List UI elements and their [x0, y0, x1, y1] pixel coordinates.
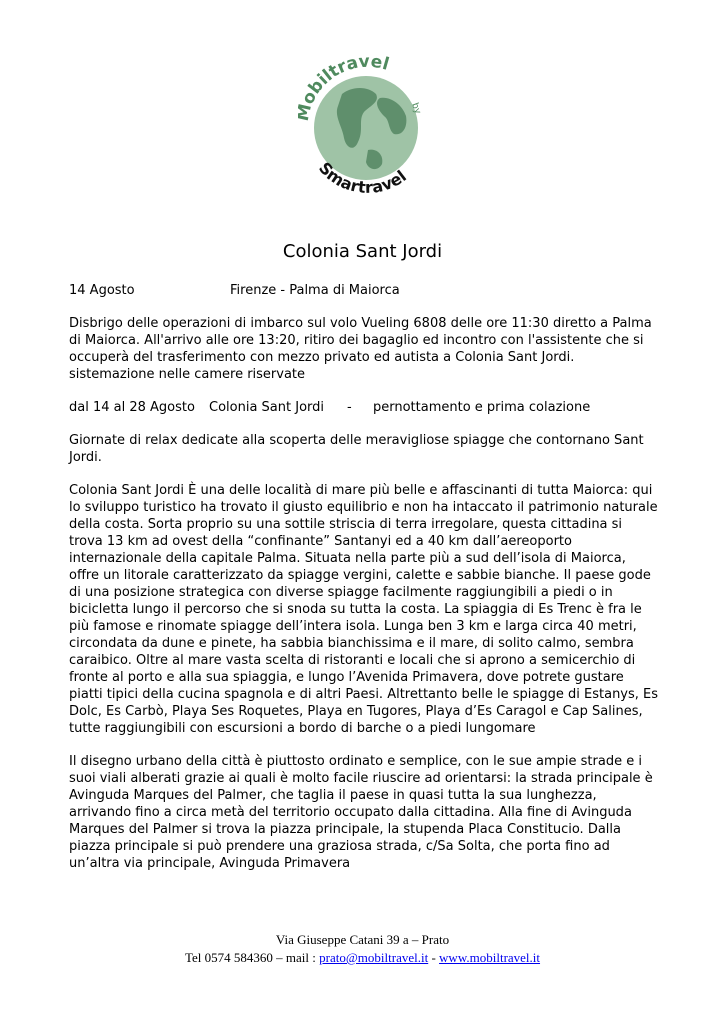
logo-brand-bottom: Smartravel	[315, 158, 410, 197]
stay-text: Giornate di relax dedicate alla scoperta delle meravigliose spiagge che contornano Sant Jordi.	[69, 433, 644, 465]
footer-address: Via Giuseppe Catani 39 a – Prato	[275, 932, 450, 947]
stay-board: pernottamento e prima colazione	[373, 400, 591, 415]
day-1-date: 14 Agosto	[69, 283, 135, 298]
itinerary-body	[69, 282, 659, 888]
page-title: Colonia Sant Jordi	[282, 241, 443, 262]
description-paragraph-2: Il disegno urbano della città è piuttosto ordinato e semplice, con le sue ampie strade e i suoi viali alberati grazie ai quali è molto facile riuscire ad orientarsi: la strada principale è Avinguda Marques del Palmer, che taglia il paese in quasi tutta la sua lunghezza, arrivando fino a circa metà del territorio occupato dalla cittadina. Alla fine di Avinguda Marques del Palmer si trova la piazza principale, la stupenda Placa Constitucio. Dalla piazza principale si può prendere una graziosa strada, c/Sa Solta, che porta fino ad un’altra via principale, Avinguda Primavera	[69, 754, 653, 871]
day-1-text: Disbrigo delle operazioni di imbarco sul volo Vueling 6808 delle ore 11:30 diretto a Palma di Maiorca. All'arrivo alle ore 13:20, ritiro dei bagaglio ed incontro con l'assistente che si occuperà del trasferimento con mezzo privato ed autista a Colonia Sant Jordi. sistemazione nelle camere riservate	[69, 316, 652, 382]
logo-brand-top: obiltravel	[298, 51, 392, 108]
stay-dates: dal 14 al 28 Agosto	[69, 400, 195, 415]
website-link[interactable]: www.mobiltravel.it	[439, 950, 541, 965]
email-link[interactable]: prato@mobiltravel.it	[319, 950, 429, 965]
description-paragraph-1: Colonia Sant Jordi È una delle località di mare più belle e affascinanti di tutta Maiorca: qui lo sviluppo turistico ha trovato il giusto equilibrio e non ha intaccato il patrimonio naturale della costa. Sorta proprio su una sottile striscia di terra irregolare, questa cittadina si trova 13 km ad ovest della “confinante” Santanyi ed a 40 km dall’aereoporto internazionale della capitale Palma. Situata nella parte più a sud dell’isola di Maiorca, offre un litorale caratterizzato da spiagge vergini, calette e sabbie bianche. Il paese gode di una posizione strategica con diverse spiagge facilmente raggiungibili a piedi o in bicicletta lungo il percorso che si snoda su tutta la costa. La spiaggia di Es Trenc è fra le più famose e rinomate spiagge dell’intera isola. Lunga ben 3 km e larga circa 40 metri, circondata da dune e pinete, ha sabbia bianchissima e il mare, di solito calmo, sembra caraibico. Oltre al mare vasta scelta di ristoranti e locali che si aprono a semicerchio di fronte al porto e alla sua spiaggia, e lungo l’Avenida Primavera, dove potrete gustare piatti tipici della cucina spagnola e di altri Paesi. Altrettanto belle le spiagge di Estanys, Es Dolc, Es Carbò, Playa Ses Roquetes, Playa en Tugores, Playa d’Es Caragol e Cap Salines, tutte raggiungibili con escursioni a bordo di barche o a piedi lungomare	[69, 483, 659, 736]
stay-separator: -	[347, 400, 352, 415]
mobiltravel-logo	[298, 50, 438, 200]
footer-separator: -	[428, 950, 440, 965]
globe-logo-icon	[298, 50, 438, 200]
footer-contacts	[0, 949, 725, 967]
itinerary-day-1-heading	[69, 282, 659, 299]
itinerary-stay-heading	[69, 399, 659, 416]
day-1-route: Firenze - Palma di Maiorca	[230, 283, 400, 298]
footer	[0, 931, 725, 967]
footer-tel: Tel 0574 584360 – mail :	[184, 950, 320, 965]
stay-place: Colonia Sant Jordi	[209, 400, 325, 415]
logo-by: by	[409, 101, 423, 116]
